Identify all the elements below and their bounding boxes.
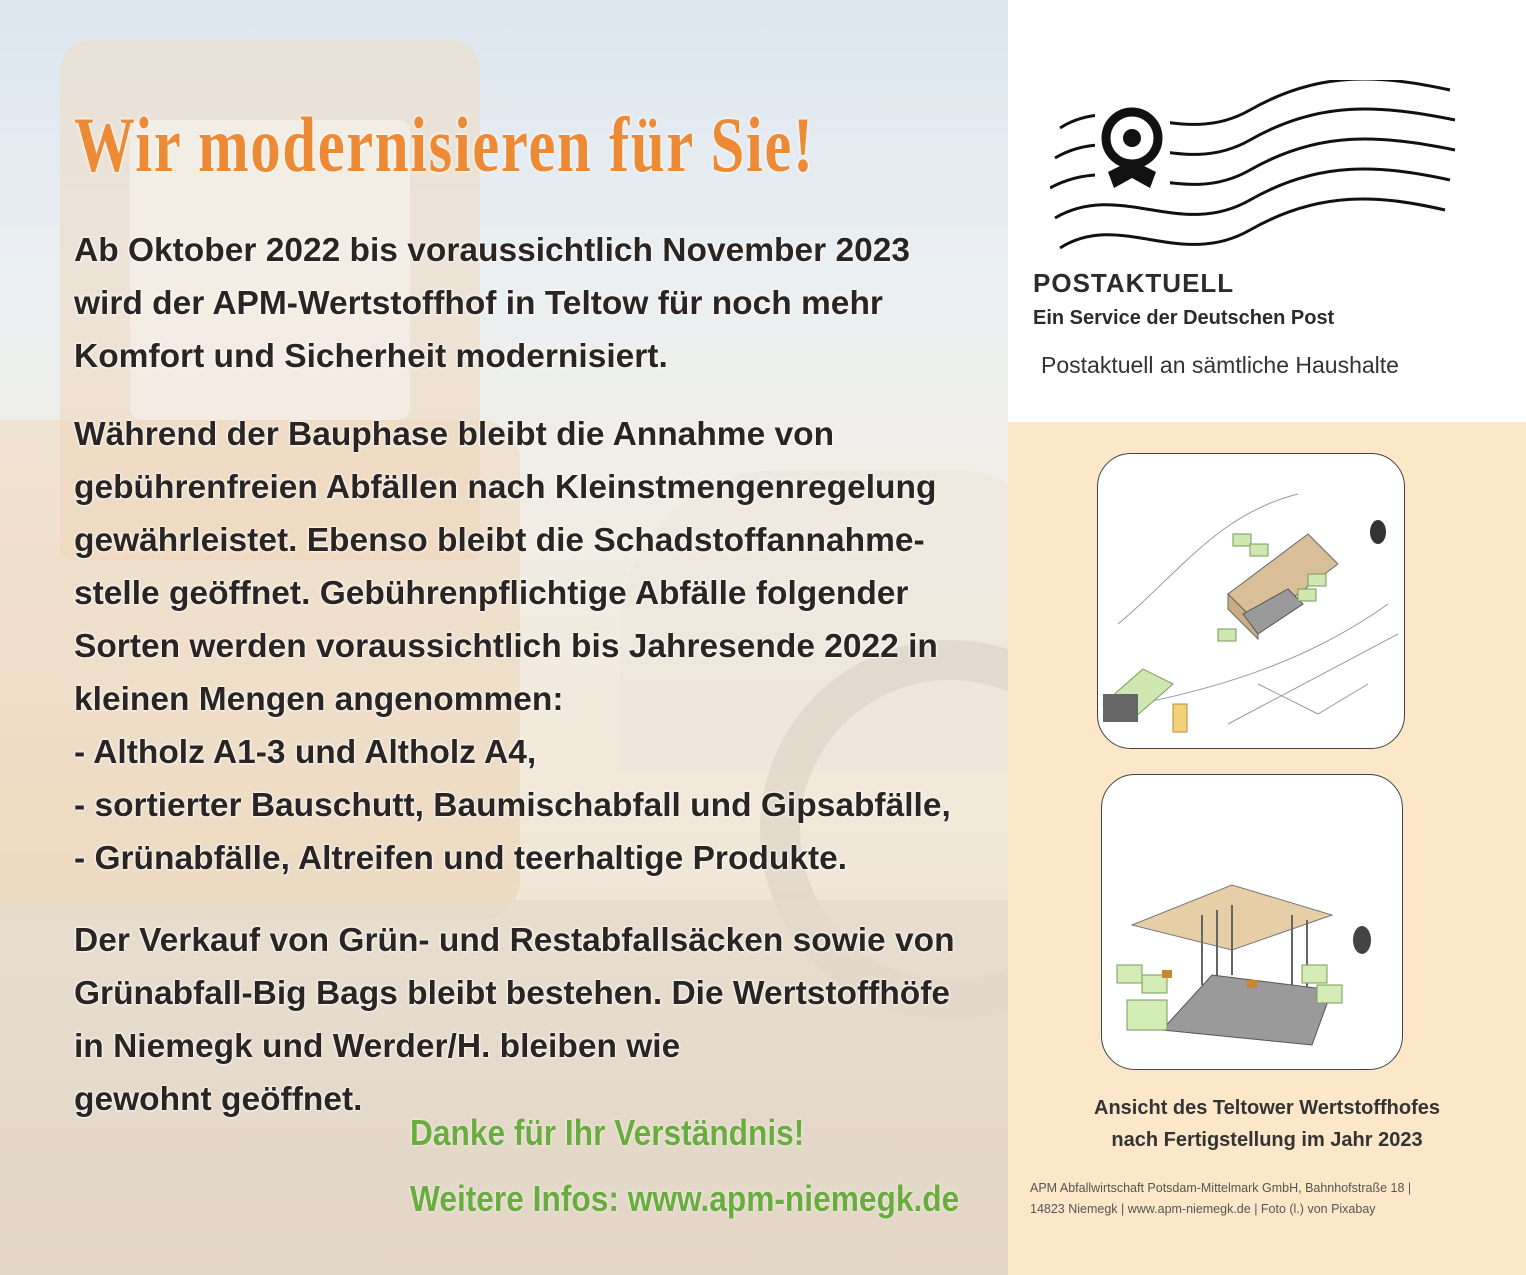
site-rendering-top-view	[1097, 453, 1405, 749]
site-rendering-image	[1102, 775, 1402, 1069]
thanks-text: Danke für Ihr Verständnis!	[410, 1112, 805, 1153]
list-item: - Grünabfälle, Altreifen und teerhaltige Produkte.	[74, 840, 848, 877]
text-line: Grünabfall-Big Bags bleibt bestehen. Die Wertstoffhöfe	[74, 975, 951, 1012]
footer-line: 14823 Niemegk | www.apm-niemegk.de | Foto (l.) von Pixabay	[1030, 1202, 1376, 1216]
text-line: gewohnt geöffnet.	[74, 1081, 363, 1118]
caption-line: nach Fertigstellung im Jahr 2023	[1111, 1129, 1423, 1151]
postage-title: POSTAKTUELL	[1033, 268, 1235, 298]
more-info-link[interactable]: Weitere Infos: www.apm-niemegk.de	[410, 1178, 960, 1219]
intro-paragraph	[74, 224, 910, 383]
postage-subtitle: Ein Service der Deutschen Post	[1033, 307, 1335, 329]
post-horn-stamp-icon	[1050, 80, 1460, 270]
text-line: Der Verkauf von Grün- und Restabfallsäcken sowie von	[74, 922, 955, 959]
text-line: wird der APM-Wertstoffhof in Teltow für noch mehr	[74, 285, 883, 322]
text-line: Sorten werden voraussichtlich bis Jahresende 2022 in	[74, 628, 938, 665]
text-line: in Niemegk und Werder/H. bleiben wie	[74, 1028, 681, 1065]
footer-imprint	[1030, 1178, 1411, 1220]
site-rendering-image	[1098, 454, 1404, 748]
list-item: - sortierter Bauschutt, Baumischabfall und Gipsabfälle,	[74, 787, 951, 824]
text-line: Ab Oktober 2022 bis voraussichtlich November 2023	[74, 232, 910, 269]
text-line: gewährleistet. Ebenso bleibt die Schadstoffannahme-	[74, 522, 925, 559]
text-line: gebührenfreien Abfällen nach Kleinstmengenregelung	[74, 469, 937, 506]
site-rendering-side-view	[1101, 774, 1403, 1070]
text-line: stelle geöffnet. Gebührenpflichtige Abfälle folgender	[74, 575, 909, 612]
caption-line: Ansicht des Teltower Wertstoffhofes	[1094, 1097, 1440, 1119]
text-line: Komfort und Sicherheit modernisiert.	[74, 338, 668, 375]
sales-paragraph	[74, 914, 955, 1126]
text-line: kleinen Mengen angenommen:	[74, 681, 564, 718]
construction-paragraph	[74, 408, 951, 885]
list-item: - Altholz A1-3 und Altholz A4,	[74, 734, 537, 771]
footer-line: APM Abfallwirtschaft Potsdam-Mittelmark GmbH, Bahnhofstraße 18 |	[1030, 1181, 1412, 1195]
illustration-caption	[1018, 1092, 1516, 1156]
text-line: Während der Bauphase bleibt die Annahme von	[74, 416, 835, 453]
postage-recipient: Postaktuell an sämtliche Haushalte	[1041, 352, 1399, 378]
headline: Wir modernisieren für Sie!	[74, 101, 815, 188]
